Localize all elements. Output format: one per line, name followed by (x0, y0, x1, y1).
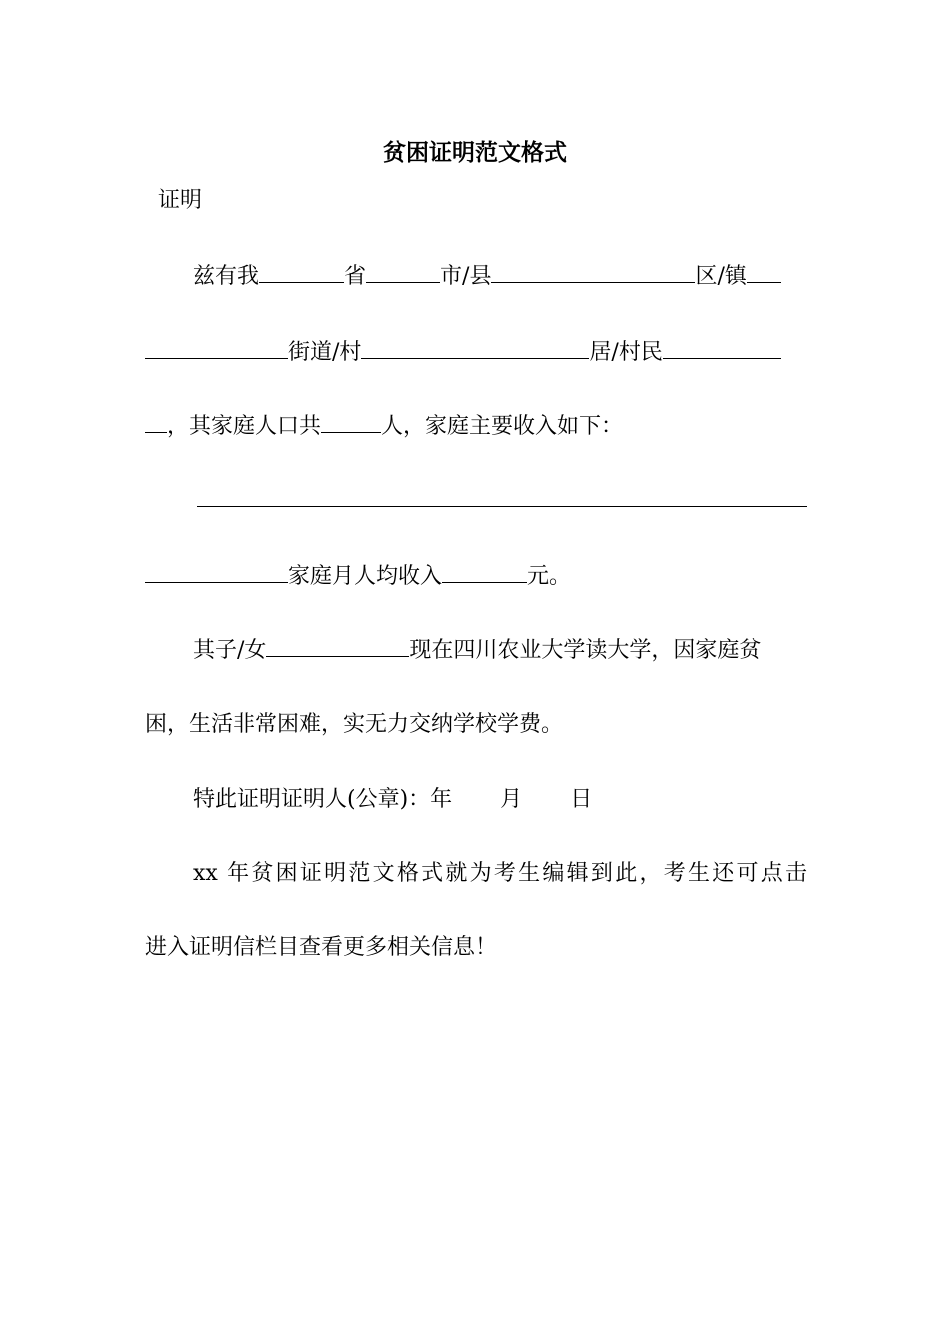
blank-monthly-income (442, 562, 527, 583)
para1-line2 (145, 338, 807, 368)
blank-city (366, 262, 440, 283)
text: 日 (570, 787, 593, 812)
para1-line4 (197, 486, 807, 516)
blank-province (259, 262, 344, 283)
text: 居/村民 (589, 340, 663, 365)
para1-line5 (145, 562, 807, 592)
para4-line1: xx 年贫困证明范文格式就为考生编辑到此，考生还可点击 (193, 861, 807, 886)
text: 省 (344, 264, 367, 289)
text: 人，家庭主要收入如下： (381, 414, 624, 439)
text: 兹有我 (193, 264, 260, 289)
text: 其子/女 (193, 638, 267, 663)
text: 街道/村 (288, 340, 362, 365)
text: 元。 (527, 564, 572, 589)
text: ，其家庭人口共 (167, 414, 322, 439)
para2-line1 (145, 636, 807, 666)
text: 区/镇 (695, 264, 747, 289)
text: 特此证明证明人(公章)：年 (193, 787, 453, 812)
document-title: 贫困证明范文格式 (383, 139, 567, 166)
blank-village (361, 338, 589, 359)
para3-line (145, 785, 807, 815)
blank-town-a (747, 262, 781, 283)
para1-line3 (145, 412, 807, 442)
text: 月 (500, 787, 523, 812)
para2-line2: 困，生活非常困难，实无力交纳学校学费。 (145, 712, 564, 737)
para1-line1 (145, 262, 807, 292)
blank-income-a (197, 486, 807, 507)
heading-text: 证明 (158, 188, 203, 213)
blank-family-size (321, 412, 381, 433)
blank-income-b (145, 562, 288, 583)
text: 现在四川农业大学读大学，因家庭贫 (409, 638, 762, 663)
para4-line2: 进入证明信栏目查看更多相关信息！ (145, 935, 498, 960)
text: 市/县 (440, 264, 492, 289)
text: 家庭月人均收入 (288, 564, 443, 589)
blank-district (491, 262, 695, 283)
blank-child-name (266, 636, 409, 657)
blank-resident-a (663, 338, 781, 359)
blank-town-b (145, 338, 288, 359)
blank-resident-b (145, 412, 167, 433)
